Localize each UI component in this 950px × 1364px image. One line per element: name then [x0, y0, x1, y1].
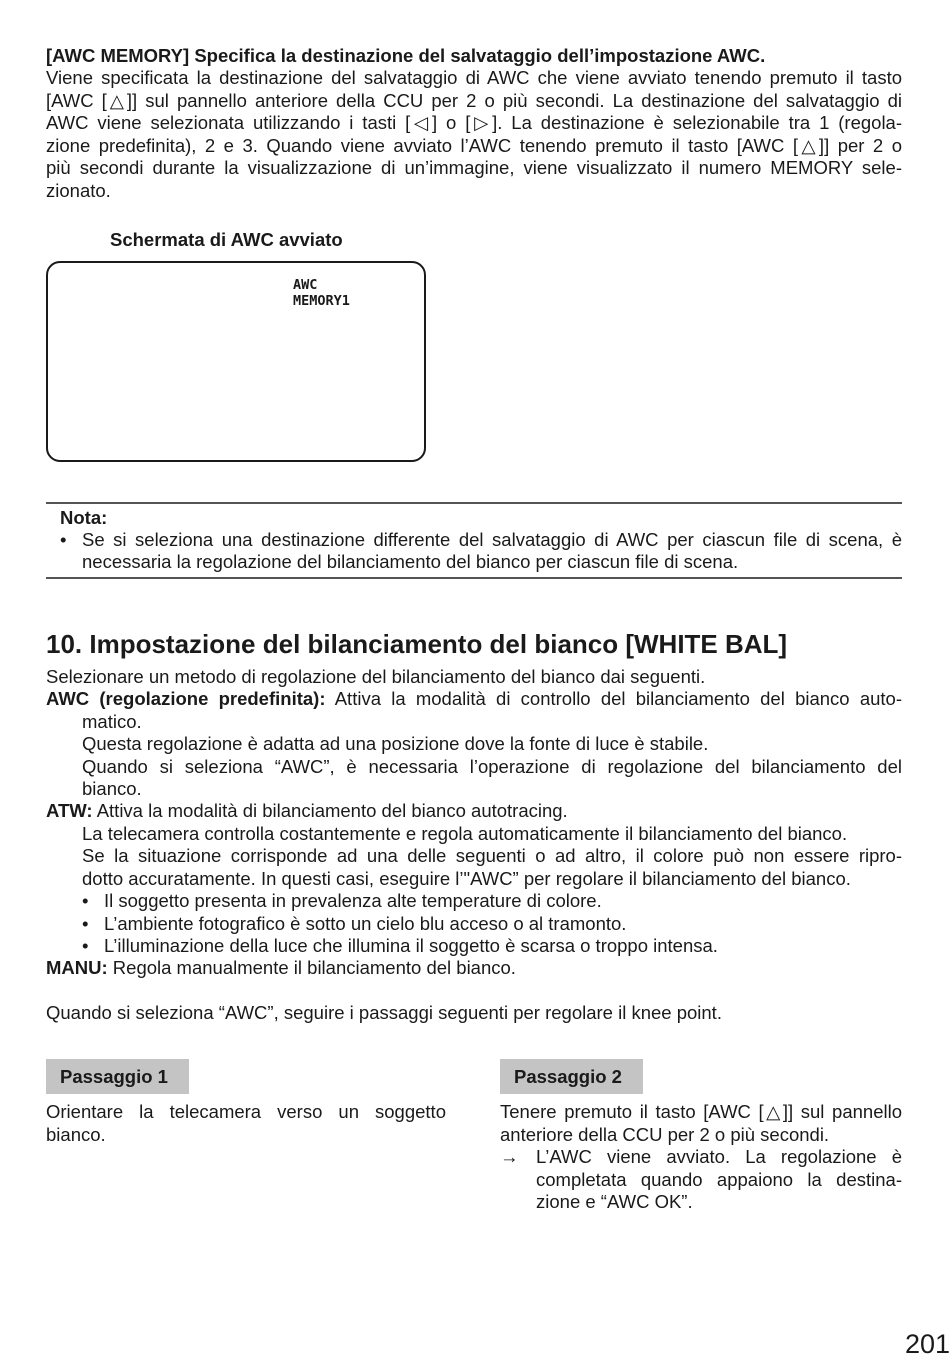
note-text: Se si seleziona una destinazione differente del salvataggio di AWC per ciascun file di scena, è	[82, 529, 902, 550]
step2-label: Passaggio 2	[500, 1059, 643, 1094]
awc-option	[46, 688, 902, 711]
osd-memory-text: MEMORY1	[293, 293, 350, 309]
awc-memory-line: zione predefinita), 2 e 3. Quando viene avviato l’AWC tenendo premuto il tasto [AWC [△]] per 2 o	[46, 135, 902, 156]
manu-term: MANU:	[46, 957, 108, 978]
atw-desc: Se la situazione corrisponde ad una delle seguenti o ad altro, il colore può non essere ripro-	[82, 845, 902, 866]
section-title: 10. Impostazione del bilanciamento del bianco [WHITE BAL]	[46, 629, 788, 659]
step2-result: completata quando appaiono la destina-	[536, 1169, 902, 1190]
page-number: 201	[905, 1329, 950, 1359]
step2-text: Tenere premuto il tasto [AWC [△]] sul pannello	[500, 1101, 902, 1122]
awc-screen-illustration	[46, 261, 426, 462]
awc-memory-heading: [AWC MEMORY] Specifica la destinazione del salvataggio dell’impostazione AWC.	[46, 45, 766, 66]
awc-desc: matico.	[82, 711, 142, 732]
awc-desc: Quando si seleziona “AWC”, è necessaria l’operazione di regolazione del bilanciamento del	[82, 756, 902, 777]
section-followup: Quando si seleziona “AWC”, seguire i passaggi seguenti per regolare il knee point.	[46, 1002, 722, 1023]
atw-bullet-text: Il soggetto presenta in prevalenza alte temperature di colore.	[104, 890, 602, 911]
screen-caption: Schermata di AWC avviato	[110, 229, 343, 250]
awc-desc: Questa regolazione è adatta ad una posizione dove la fonte di luce è stabile.	[82, 733, 709, 754]
atw-option	[46, 800, 568, 823]
awc-desc: Attiva la modalità di controllo del bilanciamento del bianco auto-	[325, 688, 902, 709]
step1-text: Orientare la telecamera verso un soggetto	[46, 1101, 446, 1122]
atw-bullet-text: L’ambiente fotografico è sotto un cielo blu acceso o al tramonto.	[104, 913, 627, 934]
awc-term: AWC (regolazione predefinita):	[46, 688, 326, 709]
awc-memory-line: [AWC [△]] sul pannello anteriore della CCU per 2 o più secondi. La destinazione del salvataggio di	[46, 90, 902, 111]
result-arrow-icon: →	[500, 1146, 519, 1167]
note-top-rule	[46, 502, 902, 504]
atw-term: ATW:	[46, 800, 93, 821]
atw-desc: dotto accuratamente. In questi casi, eseguire l’"AWC” per regolare il bilanciamento del bianco.	[82, 868, 851, 889]
note-bullet: •	[60, 529, 67, 550]
step2-result: L’AWC viene avviato. La regolazione è	[536, 1146, 902, 1167]
manu-desc: Regola manualmente il bilanciamento del bianco.	[107, 957, 516, 978]
awc-memory-line: zionato.	[46, 180, 111, 201]
step2-result: zione e “AWC OK”.	[536, 1191, 693, 1212]
awc-memory-line: Viene specificata la destinazione del salvataggio di AWC che viene avviato tenendo premuto il tasto	[46, 67, 902, 88]
manu-option	[46, 957, 516, 980]
note-bottom-rule	[46, 577, 902, 579]
awc-memory-line: più secondi durante la visualizzazione di un’immagine, viene visualizzato il numero MEMORY sele-	[46, 157, 902, 178]
note-label: Nota:	[60, 507, 108, 528]
note-text: necessaria la regolazione del bilanciamento del bianco per ciascun file di scena.	[82, 551, 739, 572]
awc-memory-line: AWC viene selezionata utilizzando i tasti [◁] o [▷]. La destinazione è selezionabile tra 1 (regola-	[46, 112, 902, 133]
atw-desc: Attiva la modalità di bilanciamento del bianco autotracing.	[92, 800, 568, 821]
osd-awc-text: AWC	[293, 277, 318, 293]
awc-desc: bianco.	[82, 778, 142, 799]
step1-label: Passaggio 1	[46, 1059, 189, 1094]
step2-text: anteriore della CCU per 2 o più secondi.	[500, 1124, 830, 1145]
step1-text: bianco.	[46, 1124, 106, 1145]
atw-desc: La telecamera controlla costantemente e regola automaticamente il bilanciamento del bianco.	[82, 823, 848, 844]
atw-bullet-text: L’illuminazione della luce che illumina il soggetto è scarsa o troppo intensa.	[104, 935, 718, 956]
section-intro: Selezionare un metodo di regolazione del bilanciamento del bianco dai seguenti.	[46, 666, 706, 687]
